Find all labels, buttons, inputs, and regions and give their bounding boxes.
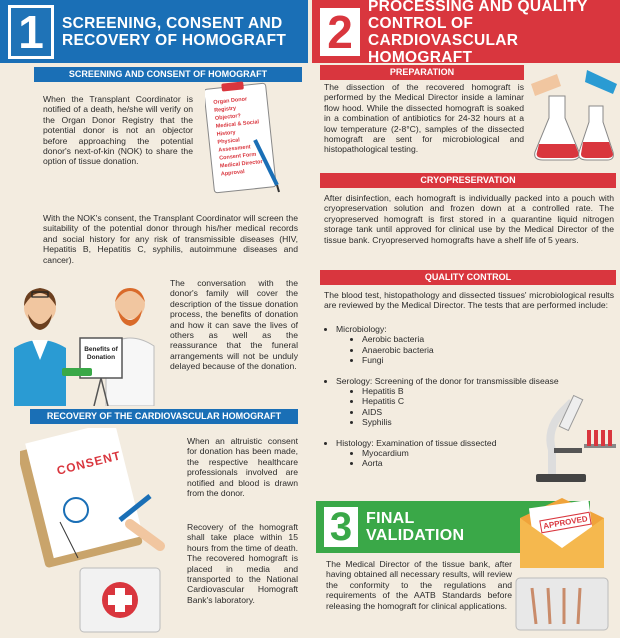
list-item: • Aorta (362, 458, 614, 468)
list-item: • Aerobic bacteria (362, 334, 614, 344)
preparation-subtitle: PREPARATION (320, 65, 524, 80)
cryopreservation-text: After disinfection, each homograft is individually packed into a pouch with cryopreservation solution and frozen down at a controlled rate. The cryopreserved homograft is first stored in a quarantine liquid nitrogen storage tank until approved for clinical use by the Medical Director of the tissue bank. Cryopreserved homografts have a shelf life of 5 years. (324, 193, 614, 245)
recovery-subtitle: RECOVERY OF THE CARDIOVASCULAR HOMOGRAFT (30, 409, 298, 424)
list-item: • Fungi (362, 355, 614, 365)
clipboard-illustration (205, 80, 283, 200)
section-2-number: 2 (320, 8, 360, 56)
list-item: • Myocardium (362, 448, 614, 458)
preparation-text: The dissection of the recovered homograft is performed by the Medical Director inside a laminar flow hood. While the dissected homograft is soaked in a combination of antibiotics for 24-32 hours at a low temperature (2-8°C), samples of the dissected homograft are sent for microbiological and histopathological testing. (324, 82, 524, 155)
recovery-paragraph-2: Recovery of the homograft shall take place within 15 hours from the time of death. The recovered homograft is placed in media and transported to the National Cardiovascular Homograft Bank's laboratory. (187, 522, 298, 605)
section-1-number: 1 (8, 5, 54, 59)
clipboard-item: Physical Assessment (217, 137, 251, 154)
consent-label: CONSENT (55, 448, 123, 478)
screening-subtitle: SCREENING AND CONSENT OF HOMOGRAFT (34, 67, 302, 82)
quality-control-intro: The blood test, histopathology and dissected tissues' microbiological results are reviewed by the Medical Director. The tests that are performed include: (324, 290, 614, 311)
consent-illustration (20, 428, 180, 633)
list-item: • Anaerobic bacteria (362, 345, 614, 355)
section-2-header (312, 0, 620, 66)
final-validation-text: The Medical Director of the tissue bank, after having obtained all necessary results, will review the conformity to the regulations and requirements of the AATB Standards before releasing the homograft for clinical applications. (326, 559, 512, 611)
flask-illustration (527, 66, 617, 168)
approved-stamp: APPROVED (539, 512, 591, 534)
list-item: • Hepatitis B (362, 386, 614, 396)
clipboard-item: Objector? (214, 113, 242, 122)
serology-label: Serology: Screening of the donor for transmissible disease (336, 375, 559, 386)
microbiology-item (336, 324, 614, 366)
microbiology-label: Microbiology: (336, 324, 387, 334)
approval-illustration (512, 498, 612, 633)
board-text: Benefits of Donation (84, 346, 118, 361)
list-item: • AIDS (362, 407, 614, 417)
clipboard-item: Medical Director Approval (219, 159, 263, 178)
clipboard-item: Medical & Social History (215, 119, 260, 138)
list-item: • Hepatitis C (362, 396, 614, 406)
screening-paragraph-1: When the Transplant Coordinator is notified of a death, he/she will verify on the Organ Donor Registry that the potential donor is not an objector before approaching the potential donor's next-of-kin (NOK) to share the option of tissue donation. (43, 94, 193, 167)
section-3-number: 3 (324, 507, 358, 547)
screening-paragraph-2: With the NOK's consent, the Transplant Coordinator will screen the suitability of the potential donor through his/her medical records and social history for any risk of transmissible diseases (HIV, Hepatitis B, Hepatitis C, syphilis, autoimmune diseases and cancer). (43, 213, 298, 265)
section-3-title: FINAL VALIDATION (366, 510, 465, 544)
quality-control-subtitle: QUALITY CONTROL (320, 270, 616, 285)
clipboard-checklist (213, 94, 273, 179)
section-1-header (0, 0, 308, 63)
section-1-title: SCREENING, CONSENT AND RECOVERY OF HOMOGRAFT (62, 14, 287, 49)
section-2 (312, 0, 620, 611)
section-1 (0, 0, 308, 605)
microscope-illustration (532, 390, 618, 490)
clipboard-item: Organ Donor Registry (213, 96, 248, 114)
clipboard-item: Consent Form (218, 151, 257, 162)
consultation-illustration (2, 268, 162, 406)
recovery-paragraph-1: When an altruistic consent for donation has been made, the respective healthcare professionals involved are notified and blood is drawn from the donor. (187, 436, 298, 499)
screening-paragraph-3: The conversation with the donor's family will cover the description of the tissue donation process, the benefits of donation and how it can save the lives of others as well as the reassurance that the funeral arrangements will not be unduly delayed because of the donation. (170, 278, 298, 372)
histology-label: Histology: Examination of tissue dissected (336, 437, 497, 448)
list-item: • Syphilis (362, 417, 614, 427)
cryopreservation-subtitle: CRYOPRESERVATION (320, 173, 616, 188)
section-2-title: PROCESSING AND QUALITY CONTROL OF CARDIOVASCULAR HOMOGRAFT (368, 0, 588, 66)
